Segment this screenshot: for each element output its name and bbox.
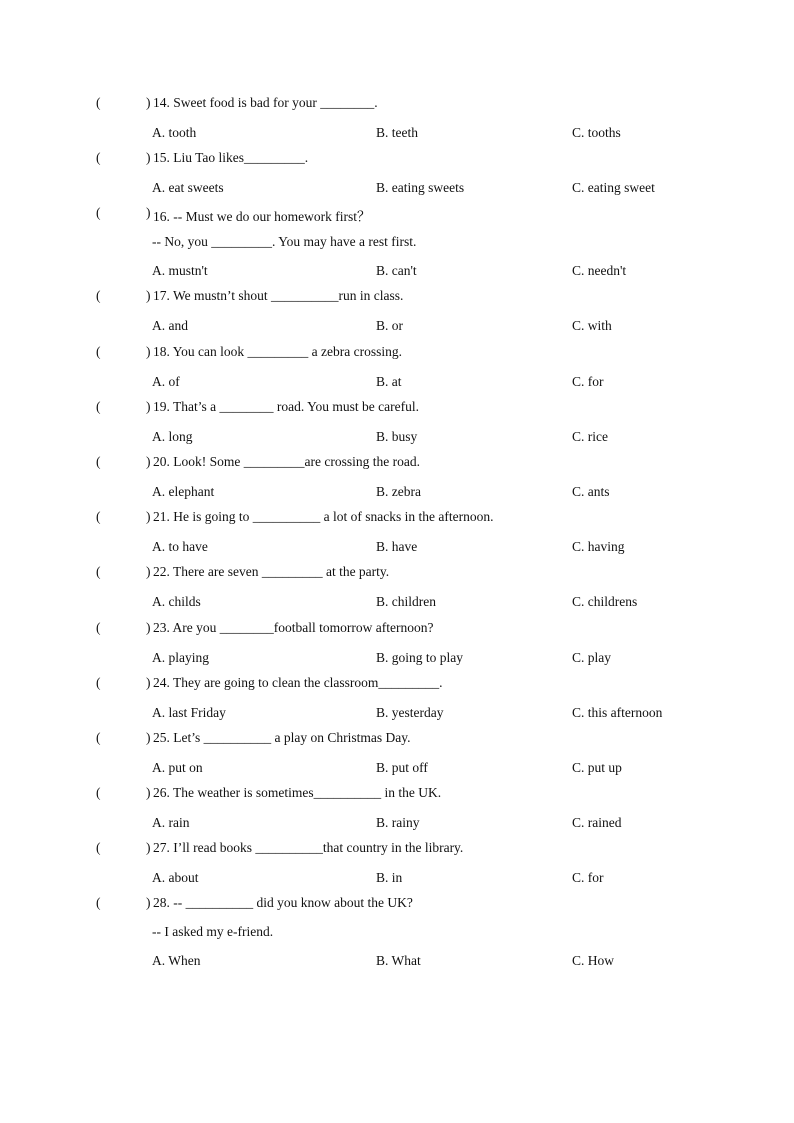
answer-paren-close: ) xyxy=(146,150,151,166)
answer-options xyxy=(152,316,712,336)
question-stem: 25. Let’s __________ a play on Christmas Day. xyxy=(153,729,411,745)
question-stem: 17. We mustn’t shout __________run in class. xyxy=(153,288,404,304)
answer-paren-open: ( xyxy=(96,785,101,801)
question-response-line: -- I asked my e-friend. xyxy=(152,924,274,940)
question-19 xyxy=(96,399,716,454)
answer-paren-close: ) xyxy=(146,453,151,469)
answer-paren-open: ( xyxy=(96,509,101,525)
question-stem: 14. Sweet food is bad for your ________. xyxy=(153,95,378,110)
option-b: B. rainy xyxy=(376,815,420,831)
option-b: B. teeth xyxy=(376,125,418,140)
answer-paren-close: ) xyxy=(146,619,151,635)
answer-paren-open: ( xyxy=(96,205,101,221)
question-stem: 23. Are you ________football tomorrow afternoon? xyxy=(153,619,434,635)
option-b: B. at xyxy=(376,373,402,389)
answer-paren-close: ) xyxy=(146,564,151,580)
option-a: A. rain xyxy=(152,815,190,831)
answer-paren-close: ) xyxy=(146,343,151,359)
option-c: C. rained xyxy=(572,815,622,831)
question-28 xyxy=(96,895,716,978)
option-b: B. zebra xyxy=(376,483,421,499)
answer-options xyxy=(152,537,712,557)
option-b: B. or xyxy=(376,318,403,334)
answer-options xyxy=(152,261,712,281)
option-a: A. mustn't xyxy=(152,263,208,279)
question-25 xyxy=(96,730,716,785)
answer-paren-open: ( xyxy=(96,288,101,304)
option-c: C. How xyxy=(572,953,615,969)
answer-paren-close: ) xyxy=(146,729,151,745)
answer-paren-open: ( xyxy=(96,729,101,745)
answer-options xyxy=(152,123,712,143)
option-a: A. playing xyxy=(152,649,209,665)
question-20 xyxy=(96,454,716,509)
question-stem: 27. I’ll read books __________that country in the library. xyxy=(153,840,464,856)
answer-options xyxy=(152,868,712,888)
option-c: C. ants xyxy=(572,483,610,499)
answer-paren-open: ( xyxy=(96,150,101,166)
question-22 xyxy=(96,564,716,619)
question-response-line: -- No, you _________. You may have a rest first. xyxy=(152,234,417,250)
option-b: B. can't xyxy=(376,263,417,279)
option-a: A. put on xyxy=(152,759,203,775)
question-stem: 26. The weather is sometimes__________ in the UK. xyxy=(153,785,442,801)
answer-paren-close: ) xyxy=(146,398,151,414)
option-c: C. with xyxy=(572,318,612,334)
option-b: B. going to play xyxy=(376,649,463,665)
option-b: B. eating sweets xyxy=(376,180,465,196)
option-c: C. needn't xyxy=(572,263,627,279)
option-c: C. for xyxy=(572,870,604,886)
answer-paren-open: ( xyxy=(96,564,101,580)
answer-paren-open: ( xyxy=(96,95,101,110)
question-stem: 28. -- __________ did you know about the UK? xyxy=(153,895,413,911)
answer-paren-open: ( xyxy=(96,840,101,856)
option-c: C. tooths xyxy=(572,125,621,140)
answer-paren-close: ) xyxy=(146,895,151,911)
question-stem: 24. They are going to clean the classroom_________. xyxy=(153,674,443,690)
question-stem: 20. Look! Some _________are crossing the road. xyxy=(153,453,420,469)
question-23 xyxy=(96,620,716,675)
option-b: B. What xyxy=(376,953,421,969)
option-c: C. childrens xyxy=(572,594,638,610)
question-stem: 21. He is going to __________ a lot of snacks in the afternoon. xyxy=(153,509,494,525)
question-stem: 19. That’s a ________ road. You must be careful. xyxy=(153,398,419,414)
option-c: C. rice xyxy=(572,428,608,444)
answer-paren-open: ( xyxy=(96,453,101,469)
option-a: A. and xyxy=(152,318,188,334)
option-c: C. having xyxy=(572,539,625,555)
option-a: A. childs xyxy=(152,594,201,610)
answer-options xyxy=(152,372,712,392)
question-15 xyxy=(96,150,716,205)
option-a: A. about xyxy=(152,870,199,886)
option-c: C. eating sweet xyxy=(572,180,655,196)
question-stem: 18. You can look _________ a zebra crossing. xyxy=(153,343,402,359)
answer-options xyxy=(152,427,712,447)
option-b: B. busy xyxy=(376,428,418,444)
option-a: A. eat sweets xyxy=(152,180,224,196)
answer-paren-close: ) xyxy=(146,95,151,110)
option-a: A. last Friday xyxy=(152,704,226,720)
question-26 xyxy=(96,785,716,840)
answer-options xyxy=(152,482,712,502)
option-a: A. long xyxy=(152,428,193,444)
question-16 xyxy=(96,205,716,288)
option-a: A. to have xyxy=(152,539,208,555)
option-c: C. for xyxy=(572,373,604,389)
answer-options xyxy=(152,178,712,198)
answer-options xyxy=(152,703,712,723)
question-14 xyxy=(96,95,716,150)
answer-paren-close: ) xyxy=(146,509,151,525)
option-b: B. put off xyxy=(376,759,428,775)
answer-paren-close: ) xyxy=(146,205,151,221)
question-list xyxy=(96,95,716,978)
option-b: B. in xyxy=(376,870,403,886)
option-a: A. elephant xyxy=(152,483,215,499)
answer-paren-close: ) xyxy=(146,288,151,304)
question-stem: 15. Liu Tao likes_________. xyxy=(153,150,309,166)
option-a: A. of xyxy=(152,373,180,389)
question-17 xyxy=(96,288,716,343)
option-a: A. When xyxy=(152,953,201,969)
answer-paren-close: ) xyxy=(146,785,151,801)
question-27 xyxy=(96,840,716,895)
answer-paren-open: ( xyxy=(96,674,101,690)
answer-options xyxy=(152,813,712,833)
answer-paren-close: ) xyxy=(146,674,151,690)
option-c: C. this afternoon xyxy=(572,704,663,720)
answer-paren-open: ( xyxy=(96,619,101,635)
answer-paren-open: ( xyxy=(96,343,101,359)
question-18 xyxy=(96,344,716,399)
option-c: C. play xyxy=(572,649,611,665)
answer-options xyxy=(152,648,712,668)
answer-options xyxy=(152,758,712,778)
question-21 xyxy=(96,509,716,564)
option-b: B. have xyxy=(376,539,418,555)
question-stem: 22. There are seven _________ at the party. xyxy=(153,564,390,580)
answer-options xyxy=(152,951,712,971)
option-b: B. yesterday xyxy=(376,704,444,720)
option-b: B. children xyxy=(376,594,436,610)
option-c: C. put up xyxy=(572,759,622,775)
question-24 xyxy=(96,675,716,730)
answer-paren-open: ( xyxy=(96,895,101,911)
answer-paren-open: ( xyxy=(96,398,101,414)
answer-options xyxy=(152,592,712,612)
answer-paren-close: ) xyxy=(146,840,151,856)
option-a: A. tooth xyxy=(152,125,197,140)
question-stem: 16. -- Must we do our homework first？ xyxy=(153,209,371,225)
